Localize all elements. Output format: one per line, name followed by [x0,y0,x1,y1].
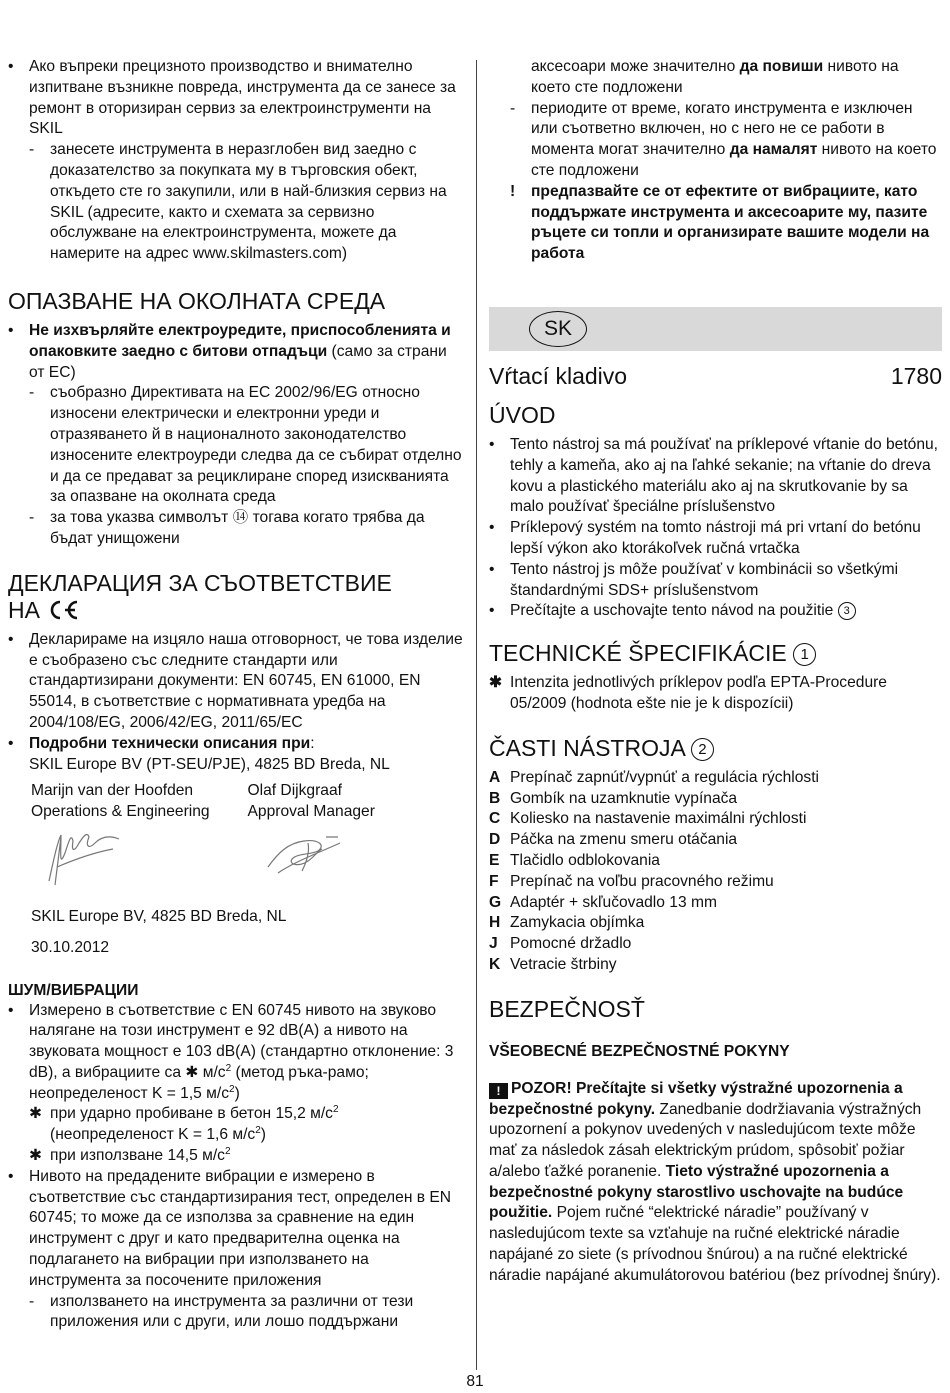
intro-text-1: Tento nástroj sa má používať na príklepové vŕtanie do betónu, tehly a kameňa, ako aj na ľahké sekanie; na vŕtanie do dreva kovu a plastického materiálu ako aj na skrutkovanie by sa malo používať špeciálne príslušenstvo [510,435,939,516]
safety-bold-1: POZOR! Prečítajte si všetky výstražné upozornenia a bezpečnostné pokyny. [489,1079,903,1118]
part-letter: K [489,955,501,973]
safety-text-1: Zanedbanie dodržiavania výstražných upozornení a pokynov uvedených v nasledujúcom texte môže mať za následok zásah elektrickým prúdom, spôsobiť požiar a/alebo ťažké poranenie. [489,1100,922,1180]
part-item [489,913,942,934]
exclamation-marker: ! [510,182,516,200]
dash-marker: - [29,1292,35,1310]
warning-icon: ! [489,1083,508,1099]
decl-text-1: Декларираме на изцяло наша отговорност, че това изделие е съобразено със следните стандарти или стандартизирани документи: EN 60745, EN 61000, EN 55014, в съответствие с нормативната уредба на 2004/108/EG, 2006/42/EG, 2011/65/EC [29,630,463,731]
intro-text-2: Príklepový systém na tomto nástroji má pri vrtaní do betónu lepší výkon ako ktorákoľvek ručná vrtačka [510,519,921,557]
repair-sub-item [8,140,464,265]
left-column [8,57,464,1333]
noise-text-1c: (метод ръка-рамо; неопределеност K = 1,5 м/с [29,1063,369,1102]
bullet-marker: • [489,519,495,537]
cont-text-bold: да повиши [739,58,824,75]
safety-heading: BEZPEČNOSŤ [489,995,645,1022]
env-sub-text-1: съобразно Директивата на ЕС 2002/96/EG относно износени електрически и електронни уреди и отразяването й в националното законодателство износените електроуреди следва да се събират отделно и да се предават за рециклиране според изискванията за опазване на околната среда [50,384,462,506]
intro-heading: ÚVOD [489,401,556,428]
safety-bold-2: Tieto výstražné upozornenia a bezpečnostné pokyny starostlivo uschovajte na budúce použitie. [489,1162,904,1222]
env-sub-item-2 [8,508,464,550]
noise-sub-text-1c: ) [260,1126,266,1144]
asterisk-icon: ✱ [489,674,503,692]
asterisk-icon: ✱ [185,1063,199,1081]
superscript: 2 [229,1083,235,1095]
env-heading: ОПАЗВАНЕ НА ОКОЛНАТА СРЕДА [8,287,386,314]
decl-heading-line1: ДЕКЛАРАЦИЯ ЗА СЪОТВЕТСТВИЕ [8,569,392,596]
signature-1-image [31,823,248,907]
env-bullet-bold: Не изхвърляйте електроуредите, приспособленията и опаковките заедно с битови отпадъци [29,321,451,360]
specs-heading-text: TECHNICKÉ ŠPECIFIKÁCIE [489,640,794,667]
part-letter: F [489,872,499,890]
sig2-title: Approval Manager [247,803,375,821]
signature-2-image [248,823,465,907]
dash-marker: - [29,384,35,402]
part-text: Prepínač na voľbu pracovného režimu [510,872,774,890]
repair-bullet [8,57,464,140]
figure-2-ref: 2 [691,738,714,761]
decl-colon: : [310,734,315,752]
bullet-marker: • [489,560,495,578]
part-item [489,934,942,955]
part-letter: B [489,789,501,807]
cont-text-b: нивото на което сте подложени [531,58,899,96]
dash-marker: - [510,99,516,117]
repair-sub-text: занесете инструмента в неразглобен вид заедно с доказателство за покупката му в търговския обект, откъдето сте го закупили, или в най-близкия сервиз на SKIL (адресите, както и схемата за сервизно обслужване на електроинструмента, можете да намерите на адрес www.skilmasters.com) [50,141,447,263]
symbol-14-ref: ⑭ [232,509,249,527]
vibration-sub [489,99,942,182]
part-item [489,830,942,851]
superscript: 2 [255,1125,261,1137]
part-item [489,893,942,914]
signature-images [8,823,464,907]
intro-bullet-3 [489,560,942,602]
part-text: Gombík na uzamknutie vypínača [510,789,738,807]
asterisk-icon: ✱ [29,1105,43,1123]
signatories [8,781,464,823]
part-text: Tlačidlo odblokovania [510,851,660,869]
sig2-name: Olaf Dijkgraaf [247,782,342,800]
vib-sub-text-a: периодите от време, когато инструмента е изключен или съответно включен, но с него не се работи в момента могат значително [531,99,913,159]
decl-text-2-bold: Подробни технически описания при [29,734,311,752]
sig1-title: Operations & Engineering [31,803,210,821]
part-text: Pomocné držadlo [510,935,632,953]
figure-3-ref: 3 [838,602,856,620]
noise-unit: м/с [198,1063,226,1081]
bullet-marker: • [8,58,14,75]
decl-heading-line2: НА [8,596,40,623]
intro-bullet-4 [489,601,942,622]
bullet-marker: • [8,734,14,752]
superscript: 2 [224,1145,231,1157]
part-text: Zamykacia objímka [510,914,645,932]
intro-text-3: Tento nástroj js môže používať v kombinácii so všetkými štandardnými SDS+ príslušenstvom [510,560,899,599]
noise-sub-text-1b: (неопределеност K = 1,6 м/с [50,1126,256,1144]
bullet-marker: • [8,630,14,648]
part-item [489,789,942,810]
right-column [489,57,942,1287]
bullet-marker: • [8,1001,14,1019]
dash-marker: - [29,509,35,527]
vibration-warning-text: предпазвайте се от ефектите от вибрациите, като поддържате инструмента и аксесоарите му, пазите ръцете си топли и организирате вашите модели на работа [531,182,930,263]
column-divider [476,60,477,1370]
intro-bullet-1 [489,435,942,518]
part-item [489,768,942,789]
env-sub-item-1 [8,383,464,508]
asterisk-icon: ✱ [29,1147,43,1165]
noise-sub-text-2: при използване 14,5 м/с [50,1147,225,1165]
part-item [489,851,942,872]
part-letter: C [489,810,501,828]
noise-sub-text-1a: при ударно пробиване в бетон 15,2 м/с [50,1105,333,1123]
noise-sub-text-3: използването на инструмента за различни от тези приложения или с други, или лошо поддържани [50,1292,414,1331]
part-text: Prepínač zapnúť/vypnúť a regulácia rýchlosti [510,768,820,786]
part-text: Koliesko na nastavenie maximálni rýchlosti [510,810,807,828]
figure-1-ref: 1 [793,643,816,666]
part-text: Adaptér + skľučovadlo 13 mm [510,893,717,911]
env-sub-text-2b: тогава когато трябва да бъдат унищожени [50,509,425,547]
bullet-marker: • [489,435,495,453]
decl-heading [8,570,464,624]
noise-heading: ШУМ/ВИБРАЦИИ [8,981,139,999]
part-letter: E [489,851,500,869]
ce-mark-icon [46,599,80,621]
noise-sub-1 [8,1104,464,1146]
cont-text-a: аксесоари може значително [531,58,740,75]
noise-sub-3 [8,1292,464,1334]
language-badge: SK [529,311,587,347]
company-address: SKIL Europe BV, 4825 BD Breda, NL [31,907,287,925]
page-number: 81 [466,1373,484,1390]
bullet-marker: • [8,321,14,339]
safety-text-2: Pojem ručné “elektrické náradie” používaný v nasledujúcom texte sa vzťahuje na ručné elektrické náradie napájané zo siete (s prívodnou šnúrou) a na ručné elektrické náradie napájané akumulátorovou batériou (bez prívodnej šnúry). [489,1204,941,1284]
env-bullet [8,321,464,383]
vibration-cont [489,57,942,99]
noise-text-1a: Измерено в съответствие с EN 60745 нивото на звуково налягане на този инструмент е 92 dB(A) а нивото на звуковата мощност е 103 dB(A) (стандартно отклонение: 3 dB), а вибрациите са [29,1001,454,1081]
language-bar [489,307,942,351]
decl-date: 30.10.2012 [31,938,110,956]
decl-address: SKIL Europe BV (PT-SEU/PJE), 4825 BD Breda, NL [29,755,390,773]
bullet-marker: • [8,1167,14,1185]
parts-list [489,768,942,976]
noise-text-1d: ) [234,1084,240,1102]
part-letter: D [489,831,501,849]
part-item [489,809,942,830]
intro-text-4: Prečítajte a uschovajte tento návod na použitie [510,602,838,620]
part-text: Páčka na zmenu smeru otáčania [510,831,738,849]
part-text: Vetracie štrbiny [510,955,617,973]
noise-bullet-2 [8,1167,464,1292]
specs-heading [489,640,942,667]
product-title-row [489,363,942,390]
parts-heading [489,735,942,762]
part-letter: J [489,935,498,953]
vib-sub-bold: да намалят [729,141,818,159]
vib-sub-text-b: нивото на което сте подложени [531,141,937,179]
env-bullet-rest: (само за страни от ЕС) [29,342,447,381]
repair-text: Ако въпреки прецизното производство и внимателно изпитване възникне повреда, инструмента да се занесе за ремонт в оторизиран сервиз за електроинструменти на SKIL [29,58,456,138]
specs-note-text: Intenzita jednotlivých príklepov podľa EPTA-Procedure 05/2009 (hodnota ešte nie je k dispozícii) [510,674,887,712]
part-letter: H [489,914,501,932]
sig1-name: Marijn van der Hoofden [31,782,194,800]
bullet-marker: • [489,602,495,620]
decl-footer [8,907,464,959]
superscript: 2 [225,1062,232,1074]
product-model: 1780 [890,362,942,389]
parts-heading-text: ČASTI NÁSTROJA [489,734,691,761]
part-item [489,872,942,893]
safety-subheading: VŠEOBECNÉ BEZPEČNOSTNÉ POKYNY [489,1042,790,1060]
decl-bullet-1 [8,630,464,734]
product-title: Vŕtací kladivo [489,362,628,389]
safety-paragraph [489,1079,942,1287]
part-item [489,955,942,976]
intro-bullet-2 [489,518,942,560]
specs-note [489,673,942,715]
noise-bullet-1 [8,1001,464,1105]
env-sub-text-2a: за това указва символът [50,509,233,527]
dash-marker: - [29,141,35,159]
noise-sub-2 [8,1146,464,1167]
superscript: 2 [332,1104,339,1116]
vibration-warning [489,182,942,265]
part-letter: G [489,893,502,911]
noise-text-2: Нивото на предадените вибрации е измерено в съответствие със стандартизирания тест, определен в EN 60745; то може да се използва за сравнение на един инструмент с друг и като предварителна оценка на подлагането на вибрации при използването на инструмента за посочените приложения [29,1167,452,1289]
part-letter: A [489,768,501,786]
decl-bullet-2 [8,734,464,776]
